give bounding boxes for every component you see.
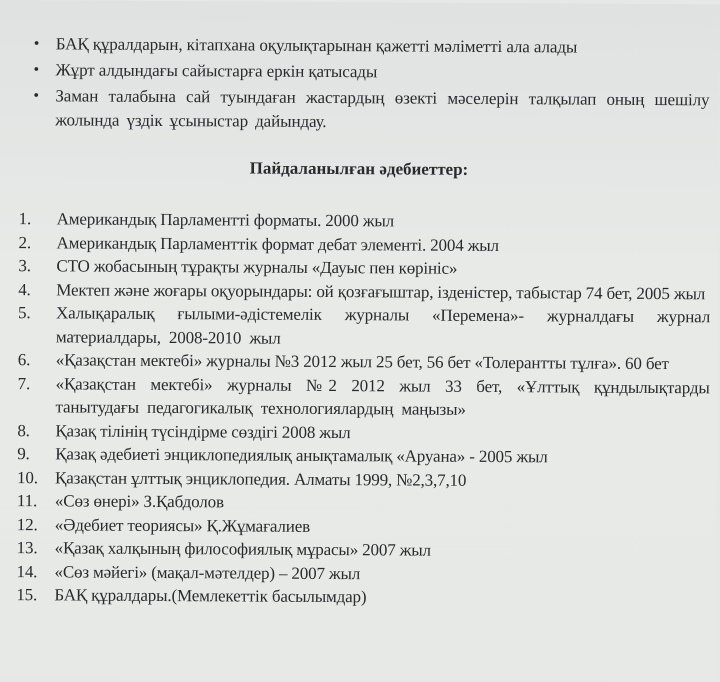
reference-number: 14. [16, 561, 38, 581]
reference-number: 4. [18, 279, 31, 299]
reference-text: «Қазақстан мектебі» журналы №2 2012 жыл 33 бет, «Ұлттық құндылықтарды танытудағы педагогикалық технологиялардың маңызы» [55, 373, 710, 419]
reference-text: Қазақ тілінің түсіндірме сөздігі 2008 жыл [55, 420, 351, 442]
reference-item [17, 372, 709, 423]
reference-item [18, 301, 710, 352]
reference-number: 1. [18, 209, 32, 229]
reference-text: Американдық Парламентті форматы. 2000 жыл [56, 209, 395, 231]
reference-text: «Әдебиет теориясы» Қ.Жұмағалиев [54, 514, 311, 536]
reference-number: 3. [18, 256, 31, 276]
reference-text: «Қазақстан мектебі» журналы №3 2012 жыл 25 бет, 56 бет «Толерантты тұлға». 60 бет [55, 350, 669, 374]
reference-number: 6. [17, 350, 31, 370]
reference-number: 9. [17, 444, 30, 464]
reference-number: 5. [18, 303, 31, 323]
reference-text: Мектеп және жоғары оқуорындары: ой қозғағыштар, ізденістер, табыстар 74 бет, 2005 жыл [56, 279, 706, 303]
reference-text: БАҚ құралдары.(Мемлекеттік басылымдар) [54, 585, 367, 607]
reference-text: Американдық Парламенттік формат дебат элементі. 2004 жыл [56, 232, 499, 255]
reference-number: 7. [17, 373, 31, 393]
reference-text: Қазақстан ұлттық энциклопедия. Алматы 1999, №2,3,7,10 [55, 467, 467, 490]
reference-number: 15. [16, 585, 38, 605]
reference-number: 10. [17, 467, 38, 487]
reference-text: Халықаралық ғылыми-әдістемелік журналы «Перемена»- журналдағы журнал материалдары, 2008-2010 жыл [55, 303, 711, 348]
bullet-list [29, 32, 710, 138]
reference-number: 8. [17, 420, 30, 440]
reference-number: 12. [16, 514, 38, 534]
reference-text: СТО жобасының тұрақты журналы «Дауыс пен көрініс» [56, 256, 458, 278]
bullet-item: • БАҚ құралдарын, кітапхана оқулықтарынан қажетті мәліметті ала алады [30, 32, 710, 60]
reference-number: 11. [16, 491, 38, 511]
references-heading: Пайдаланылған әдебиеттер: [249, 158, 469, 179]
reference-text: «Сөз мәйегі» (мақал-мәтелдер) – 2007 жыл [54, 561, 361, 583]
references-list [16, 207, 710, 611]
bullet-item: • Заман талабына сай туындаған жастардың өзекті мәселерін талқылап оның шешілу жолында үздік ұсыныстар дайындау. [29, 84, 709, 136]
reference-number: 2. [18, 232, 32, 252]
reference-item [16, 583, 708, 611]
reference-text: «Сөз өнері» З.Қабдолов [54, 491, 224, 512]
bullet-item: • Жұрт алдындағы сайыстарға еркін қатысады [29, 58, 709, 86]
reference-number: 13. [16, 538, 38, 558]
reference-text: «Қазақ халқының философиялық мұрасы» 2007 жыл [54, 538, 431, 560]
reference-text: Қазақ әдебиеті энциклопедиялық анықтамалық «Аруана» - 2005 жыл [55, 444, 548, 467]
